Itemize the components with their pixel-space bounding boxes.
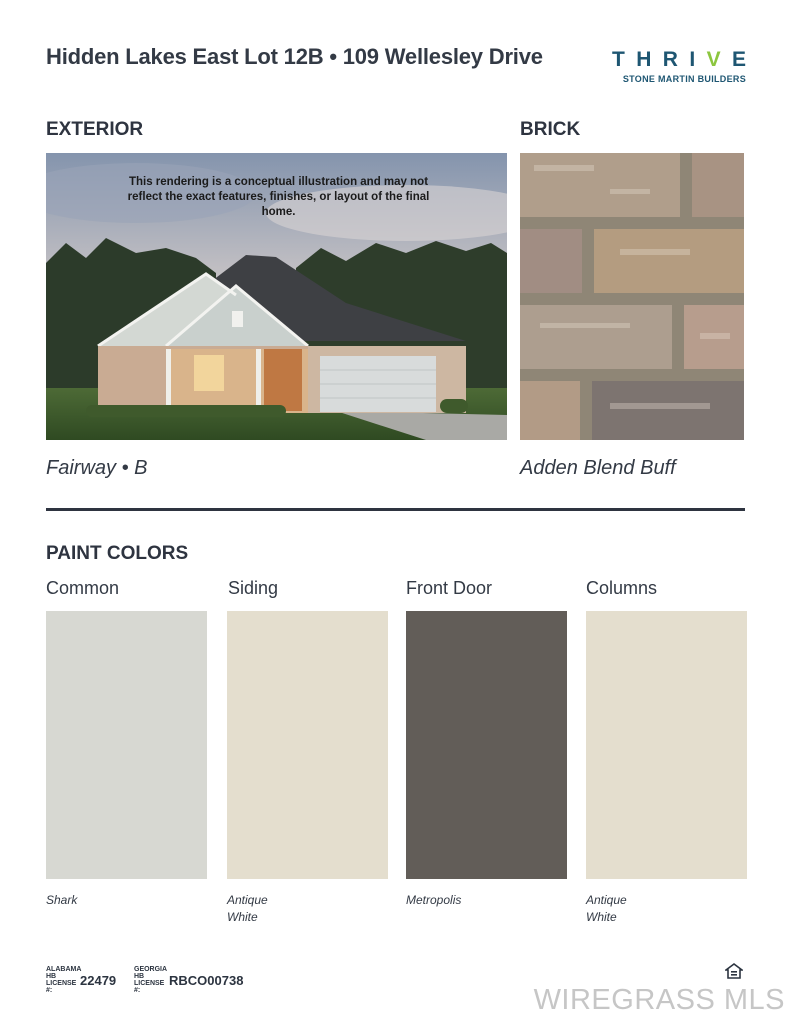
- alabama-license: [46, 966, 116, 994]
- alabama-license-label: ALABAMA HB LICENSE #:: [46, 966, 82, 994]
- alabama-license-number: 22479: [80, 972, 117, 988]
- paint-name-siding: Antique White: [227, 893, 268, 924]
- watermark: WIREGRASS MLS: [533, 984, 785, 1016]
- rendering-disclaimer: This rendering is a conceptual illustration and may not reflect the exact features, finishes, or layout of the final home.: [127, 176, 430, 218]
- paint-label-front-door: Front Door: [406, 578, 493, 598]
- paint-name-front-door: Metropolis: [406, 893, 462, 907]
- paint-swatch-columns: [586, 611, 747, 879]
- equal-housing-icon: [725, 963, 743, 979]
- paint-name-columns: Antique White: [586, 893, 627, 924]
- brick-texture: [520, 153, 744, 440]
- logo-subtitle: STONE MARTIN BUILDERS: [622, 74, 746, 84]
- plan-name: Fairway • B: [46, 457, 148, 479]
- exterior-rendering: [46, 153, 507, 440]
- paint-swatch-common: [46, 611, 207, 879]
- logo-letter: I: [689, 48, 696, 71]
- exterior-heading: EXTERIOR: [46, 119, 144, 140]
- brick-swatch-image: [520, 153, 744, 440]
- paint-swatch-front-door: [406, 611, 567, 879]
- section-divider: [46, 508, 745, 511]
- logo-letter: T: [612, 48, 625, 71]
- paint-label-common: Common: [46, 578, 120, 598]
- logo-letter: E: [731, 48, 746, 71]
- paint-label-siding: Siding: [228, 578, 279, 598]
- brick-name: Adden Blend Buff: [520, 457, 676, 479]
- logo-wordmark: [612, 48, 746, 72]
- georgia-license-label: GEORGIA HB LICENSE #:: [134, 966, 167, 994]
- paint-colors-heading: PAINT COLORS: [46, 543, 189, 564]
- logo-letter: V: [706, 48, 721, 71]
- paint-name-common: Shark: [46, 893, 78, 907]
- thrive-logo: [612, 48, 746, 84]
- paint-label-columns: Columns: [586, 578, 658, 598]
- logo-letter: H: [636, 48, 652, 71]
- logo-letter: R: [662, 48, 678, 71]
- paint-swatch-siding: [227, 611, 388, 879]
- brick-heading: BRICK: [520, 119, 581, 140]
- georgia-license: [134, 966, 243, 994]
- page-title: Hidden Lakes East Lot 12B • 109 Wellesley Drive: [46, 44, 543, 69]
- georgia-license-number: RBCO00738: [169, 972, 244, 988]
